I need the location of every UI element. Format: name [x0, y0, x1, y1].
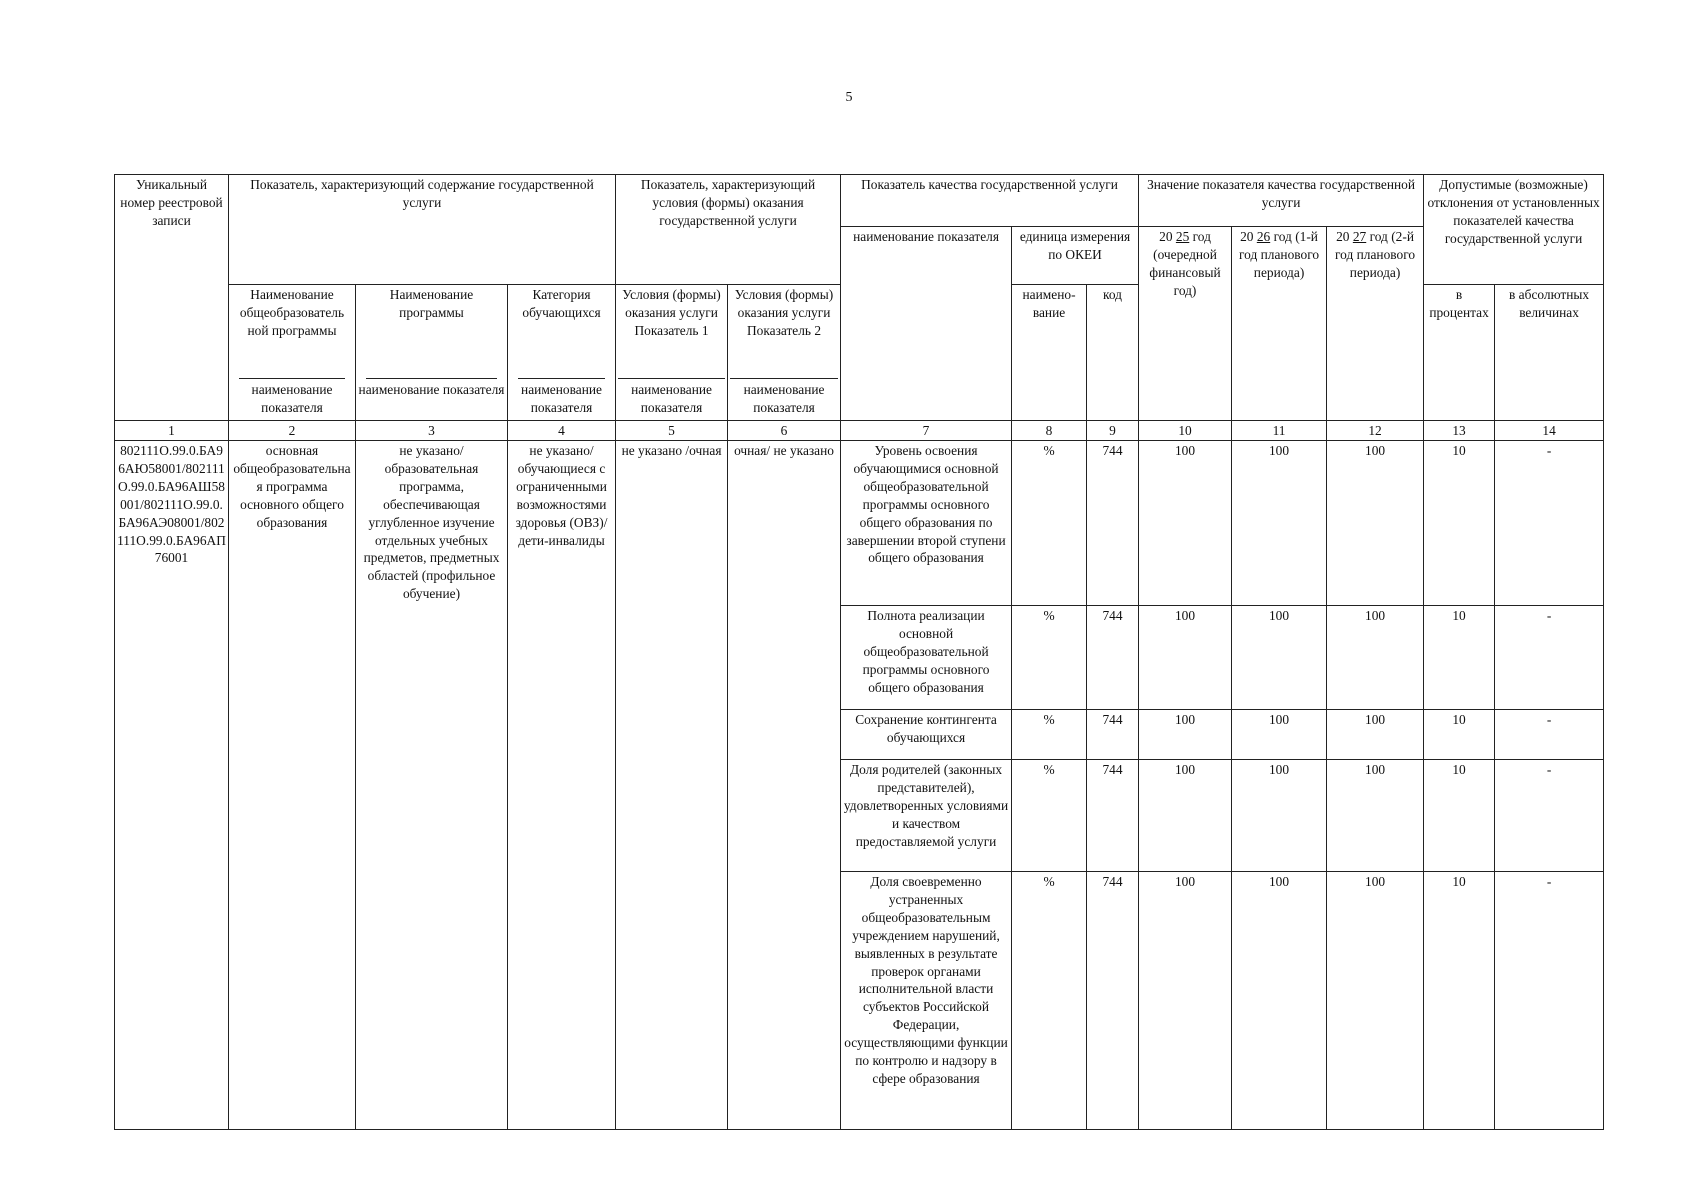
- condition-1-value: не указано /очная: [616, 441, 728, 1130]
- column-number: 10: [1139, 421, 1232, 441]
- header-condition-1: Условия (формы) оказания услуги Показатель 1 наименование показателя: [616, 285, 728, 421]
- year-2-value: 26: [1256, 229, 1271, 244]
- header-unit-name: наимено-вание: [1012, 285, 1087, 421]
- condition-2-value: очная/ не указано: [728, 441, 841, 1130]
- column-number: 3: [356, 421, 508, 441]
- column-number: 2: [229, 421, 356, 441]
- column-numbers-row: [115, 421, 1604, 441]
- value-year-1: 100: [1139, 760, 1232, 872]
- value-year-1: 100: [1139, 872, 1232, 1130]
- header-deviation-absolute: в абсолютных величинах: [1495, 285, 1604, 421]
- program-name-value: основная общеобразовательная программа основного общего образования: [229, 441, 356, 1130]
- indicator-name: Сохранение контингента обучающихся: [841, 710, 1012, 760]
- column-number: 4: [508, 421, 616, 441]
- category-value: не указано/ обучающиеся с ограниченными возможностями здоровья (ОВЗ)/ дети-инвалиды: [508, 441, 616, 1130]
- year-3-label: год (2-й год планового периода): [1335, 229, 1416, 280]
- year-1-prefix: 20: [1159, 229, 1173, 244]
- column-number: 13: [1424, 421, 1495, 441]
- column-number: 8: [1012, 421, 1087, 441]
- unit-name: %: [1012, 710, 1087, 760]
- header-unit: единица измерения по ОКЕИ: [1012, 227, 1139, 285]
- unit-code: 744: [1087, 710, 1139, 760]
- unit-code: 744: [1087, 606, 1139, 710]
- header-unit-code: код: [1087, 285, 1139, 421]
- header-deviation-group: Допустимые (возможные) отклонения от установленных показателей качества государственной услуги: [1424, 175, 1604, 285]
- column-number: 11: [1232, 421, 1327, 441]
- column-number: 1: [115, 421, 229, 441]
- year-3-prefix: 20: [1336, 229, 1350, 244]
- year-2-label: год (1-й год планового периода): [1239, 229, 1320, 280]
- value-year-3: 100: [1327, 606, 1424, 710]
- deviation-percent: 10: [1424, 872, 1495, 1130]
- year-1-label: год (очередной финансовый год): [1149, 229, 1221, 298]
- quality-indicators-table: [114, 174, 1604, 1130]
- header-deviation-percent: в процентах: [1424, 285, 1495, 421]
- unit-name: %: [1012, 760, 1087, 872]
- value-year-3: 100: [1327, 872, 1424, 1130]
- value-year-1: 100: [1139, 606, 1232, 710]
- header-values-group: Значение показателя качества государственной услуги: [1139, 175, 1424, 227]
- header-conditions-group: Показатель, характеризующий условия (формы) оказания государственной услуги: [616, 175, 841, 285]
- deviation-percent: 10: [1424, 606, 1495, 710]
- unit-code: 744: [1087, 760, 1139, 872]
- value-year-3: 100: [1327, 760, 1424, 872]
- page-number: 5: [845, 90, 853, 105]
- unit-code: 744: [1087, 872, 1139, 1130]
- header-quality-indicator-name: наименование показателя: [841, 227, 1012, 421]
- deviation-absolute: -: [1495, 710, 1604, 760]
- column-number: 14: [1495, 421, 1604, 441]
- value-year-3: 100: [1327, 710, 1424, 760]
- deviation-percent: 10: [1424, 441, 1495, 606]
- value-year-2: 100: [1232, 872, 1327, 1130]
- header-year-1: [1139, 227, 1232, 421]
- column-number: 6: [728, 421, 841, 441]
- header-program-name: Наименование общеобразовательной программы наименование показателя: [229, 285, 356, 421]
- header-category: Категория обучающихся наименование показателя: [508, 285, 616, 421]
- column-number: 9: [1087, 421, 1139, 441]
- indicator-name: Уровень освоения обучающимися основной общеобразовательной программы основного общего образования по завершении второй ступени общего образования: [841, 441, 1012, 606]
- value-year-2: 100: [1232, 760, 1327, 872]
- column-number: 12: [1327, 421, 1424, 441]
- year-3-value: 27: [1352, 229, 1367, 244]
- table-row: [115, 441, 1604, 606]
- header-quality-group: Показатель качества государственной услуги: [841, 175, 1139, 227]
- deviation-absolute: -: [1495, 760, 1604, 872]
- value-year-3: 100: [1327, 441, 1424, 606]
- value-year-1: 100: [1139, 710, 1232, 760]
- unit-code: 744: [1087, 441, 1139, 606]
- year-1-value: 25: [1175, 229, 1190, 244]
- value-year-2: 100: [1232, 441, 1327, 606]
- value-year-2: 100: [1232, 710, 1327, 760]
- header-condition-2: Условия (формы) оказания услуги Показатель 2 наименование показателя: [728, 285, 841, 421]
- registry-record-code: 802111О.99.0.БА96АЮ58001/802111О.99.0.БА96АШ58001/802111О.99.0.БА96АЭ08001/802111О.99.0.БА96АП76001: [115, 441, 229, 1130]
- header-registry-number: Уникальный номер реестровой записи: [115, 175, 229, 421]
- value-year-2: 100: [1232, 606, 1327, 710]
- deviation-percent: 10: [1424, 710, 1495, 760]
- deviation-absolute: -: [1495, 606, 1604, 710]
- deviation-absolute: -: [1495, 872, 1604, 1130]
- header-program: Наименование программы наименование показателя: [356, 285, 508, 421]
- column-number: 5: [616, 421, 728, 441]
- header-content-group: Показатель, характеризующий содержание государственной услуги: [229, 175, 616, 285]
- indicator-name: Доля своевременно устраненных общеобразовательным учреждением нарушений, выявленных в результате проверок органами исполнительной власти субъектов Российской Федерации, осуществляющими функции по контролю и надзору в сфере образования: [841, 872, 1012, 1130]
- deviation-absolute: -: [1495, 441, 1604, 606]
- unit-name: %: [1012, 606, 1087, 710]
- unit-name: %: [1012, 872, 1087, 1130]
- unit-name: %: [1012, 441, 1087, 606]
- value-year-1: 100: [1139, 441, 1232, 606]
- program-value: не указано/ образовательная программа, обеспечивающая углубленное изучение отдельных учебных предметов, предметных областей (профильное обучение): [356, 441, 508, 1130]
- indicator-name: Полнота реализации основной общеобразовательной программы основного общего образования: [841, 606, 1012, 710]
- column-number: 7: [841, 421, 1012, 441]
- year-2-prefix: 20: [1240, 229, 1254, 244]
- indicator-name: Доля родителей (законных представителей), удовлетворенных условиями и качеством предоставляемой услуги: [841, 760, 1012, 872]
- header-year-3: [1327, 227, 1424, 421]
- deviation-percent: 10: [1424, 760, 1495, 872]
- header-year-2: [1232, 227, 1327, 421]
